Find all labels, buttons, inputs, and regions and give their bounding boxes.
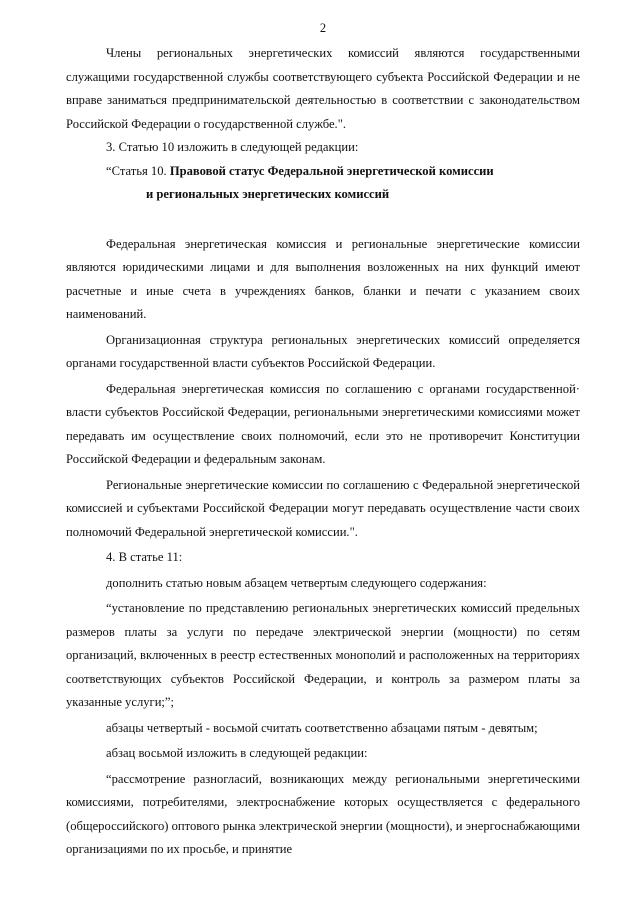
paragraph-eighth-instruction: абзац восьмой изложить в следующей редакции: bbox=[106, 746, 368, 760]
paragraph-organizational-structure: Организационная структура региональных энергетических комиссий определяется органами государственной власти субъектов Российской Федерации. bbox=[66, 332, 580, 370]
paragraph-article-11-instruction: 4. В статье 11: bbox=[106, 550, 183, 564]
paragraph-regional-delegation: Региональные энергетические комиссии по соглашению с Федеральной энергетической комиссией и субъектами Российской Федерации могут передавать осуществление части своих полномочий Федеральной энергетической комиссии.". bbox=[66, 477, 580, 539]
article-10-heading-line-2: и региональных энергетических комиссий bbox=[146, 187, 390, 201]
paragraph-add-fourth-paragraph: дополнить статью новым абзацем четвертым следующего содержания: bbox=[106, 575, 487, 590]
paragraph-dispute-review: “рассмотрение разногласий, возникающих между региональными энергетическими комиссиями, потребителями, электроснабжение которых осуществляется с федерального (общероссийского) оптового рынка электрической энергии (мощности), и энергоснабжающими организациями по их просьбе, и принятие bbox=[66, 771, 580, 856]
paragraph-renumbering: абзацы четвертый - восьмой считать соответственно абзацами пятым - девятым; bbox=[106, 720, 538, 735]
paragraph-legal-entities: Федеральная энергетическая комиссия и региональные энергетические комиссии являются юридическими лицами и для выполнения возложенных на них функций имеют расчетные и иные счета в учреждениях банков, бланки и печати с указанием своих наименований. bbox=[66, 236, 580, 321]
article-10-heading-title-1: Правовой статус Федеральной энергетической комиссии bbox=[169, 163, 494, 178]
paragraph-federal-delegation: Федеральная энергетическая комиссия по соглашению с органами государственной· власти субъектов Российской Федерации, региональными энергетическими комиссиями может передавать им осуществление своих полномочий, если это не противоречит Конституции Российской Федерации и федеральным законам. bbox=[66, 381, 580, 466]
paragraph-commission-members: Члены региональных энергетических комиссий являются государственными служащими государственной службы соответствующего субъекта Российской Федерации и не вправе заниматься предпринимательской деятельностью в соответствии с законодательством Российской Федерации о государственной службе.". bbox=[66, 46, 580, 131]
article-10-heading-line-1 bbox=[66, 160, 580, 184]
paragraph-tariff-setting: “установление по представлению региональных энергетических комиссий предельных размеров платы за услуги по передаче электрической энергии (мощности) по сетям организаций, включенных в реестр естественных монополий и расположенных на территориях соответствующих субъектов Российской Федерации, и контроль за размером платы за указанные услуги;”; bbox=[66, 601, 580, 709]
article-10-heading-lead: “Статья 10. bbox=[106, 163, 170, 178]
paragraph-article-10-instruction: 3. Статью 10 изложить в следующей редакции: bbox=[106, 140, 359, 154]
page-number: 2 bbox=[319, 21, 327, 35]
